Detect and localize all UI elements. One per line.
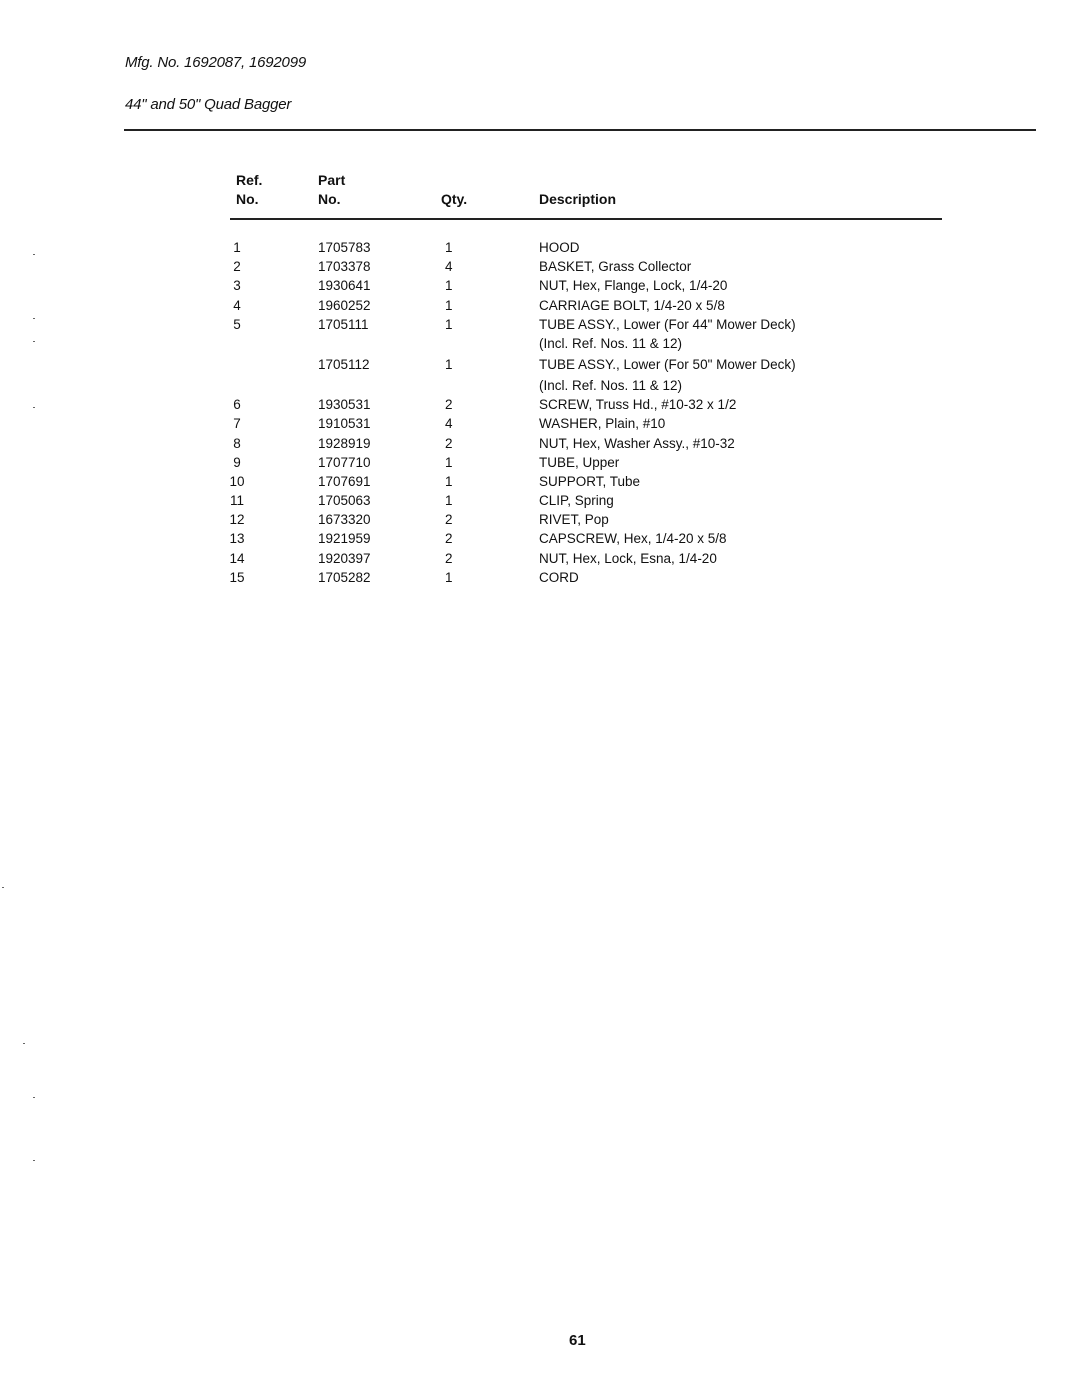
description-cell: TUBE ASSY., Lower (For 44" Mower Deck): [539, 316, 796, 332]
description-cell: WASHER, Plain, #10: [539, 416, 666, 432]
table-row: [0, 453, 1080, 472]
table-row: [0, 529, 1080, 548]
description-cell: BASKET, Grass Collector: [539, 259, 692, 275]
qty-cell: 1: [445, 297, 453, 313]
ref-cell: 14: [229, 550, 245, 566]
description-cell: CLIP, Spring: [539, 493, 614, 509]
part-number-cell: 1920397: [318, 550, 371, 566]
col-header-qty: Qty.: [441, 191, 468, 207]
qty-cell: 2: [445, 512, 453, 528]
qty-cell: 1: [445, 454, 453, 470]
ref-cell: 1: [233, 240, 241, 255]
description-cell: NUT, Hex, Flange, Lock, 1/4-20: [539, 278, 728, 294]
qty-cell: 1: [445, 493, 453, 509]
part-number-cell: 1960252: [318, 297, 371, 313]
qty-cell: 1: [445, 569, 453, 585]
ref-cell: 5: [233, 316, 241, 332]
ref-cell: 10: [229, 473, 245, 489]
qty-cell: 1: [445, 316, 453, 332]
part-number-cell: 1930531: [318, 397, 371, 413]
parts-list: [0, 238, 1080, 587]
description-cell: CAPSCREW, Hex, 1/4-20 x 5/8: [539, 531, 727, 547]
description-cell: CORD: [539, 569, 579, 585]
description-cell: TUBE, Upper: [539, 454, 620, 470]
table-row: [0, 472, 1080, 491]
part-number-cell: 1910531: [318, 416, 371, 432]
scan-speck: [2, 887, 4, 888]
table-row: [0, 510, 1080, 529]
ref-cell: 6: [233, 397, 241, 413]
part-number-cell: 1921959: [318, 531, 371, 547]
qty-cell: 4: [445, 259, 453, 275]
description-cell: SUPPORT, Tube: [539, 473, 641, 489]
table-row: [0, 491, 1080, 510]
table-row: [0, 549, 1080, 568]
scan-speck: [33, 1160, 35, 1161]
part-number-cell: 1705783: [318, 240, 371, 255]
part-number-cell: 1705111: [318, 316, 369, 332]
table-row-note: [0, 334, 1080, 355]
table-row: [0, 257, 1080, 276]
qty-cell: 2: [445, 435, 453, 451]
ref-cell: 15: [229, 569, 245, 585]
part-number-cell: 1673320: [318, 512, 371, 528]
col-header-part: [318, 171, 345, 209]
qty-cell: 2: [445, 397, 453, 413]
part-number-cell: 1705063: [318, 493, 371, 509]
ref-cell: 4: [233, 297, 241, 313]
qty-cell: 2: [445, 531, 453, 547]
part-number-cell: 1707691: [318, 473, 371, 489]
description-cell: NUT, Hex, Lock, Esna, 1/4-20: [539, 550, 717, 566]
mfg-number: Mfg. No. 1692087, 1692099: [125, 54, 306, 71]
qty-cell: 4: [445, 416, 453, 432]
table-row: [0, 395, 1080, 414]
page-number: 61: [569, 1332, 586, 1349]
header-divider: [124, 129, 1036, 131]
ref-cell: 11: [229, 493, 244, 509]
ref-cell: 2: [233, 259, 241, 275]
description-cell: SCREW, Truss Hd., #10-32 x 1/2: [539, 397, 737, 413]
col-header-ref-line2: No.: [236, 191, 259, 207]
part-number-cell: 1930641: [318, 278, 371, 294]
col-header-part-line1: Part: [318, 172, 346, 188]
description-cell: CARRIAGE BOLT, 1/4-20 x 5/8: [539, 297, 725, 313]
part-number-cell: 1705282: [318, 569, 371, 585]
col-header-ref: [236, 171, 262, 209]
scan-speck: [23, 1043, 25, 1044]
table-row: [0, 315, 1080, 334]
scan-speck: [33, 341, 35, 342]
ref-cell: 9: [233, 454, 241, 470]
part-number-cell: 1703378: [318, 259, 371, 275]
ref-cell: 7: [233, 416, 241, 432]
document-subtitle: 44" and 50" Quad Bagger: [125, 96, 292, 113]
table-row: [0, 414, 1080, 433]
qty-cell: 2: [445, 550, 453, 566]
ref-cell: 12: [229, 512, 245, 528]
scan-speck: [33, 1097, 35, 1098]
qty-cell: 1: [445, 240, 453, 255]
part-number-cell: 1707710: [318, 454, 371, 470]
ref-cell: 3: [233, 278, 241, 294]
scan-speck: [33, 254, 35, 255]
table-row: [0, 568, 1080, 587]
scan-speck: [33, 407, 35, 408]
col-header-description: Description: [539, 191, 617, 207]
description-cell: NUT, Hex, Washer Assy., #10-32: [539, 435, 735, 451]
qty-cell: 1: [445, 278, 453, 294]
qty-cell: 1: [445, 473, 453, 489]
table-row: [0, 434, 1080, 453]
col-header-part-line2: No.: [318, 191, 341, 207]
description-cell: (Incl. Ref. Nos. 11 & 12): [539, 377, 683, 393]
description-cell: (Incl. Ref. Nos. 11 & 12): [539, 335, 683, 351]
qty-cell: 1: [445, 356, 453, 372]
ref-cell: 8: [233, 435, 241, 451]
table-row: [0, 296, 1080, 315]
description-cell: HOOD: [539, 240, 580, 255]
table-row: [0, 238, 1080, 257]
table-row: [0, 355, 1080, 376]
col-header-ref-line1: Ref.: [236, 172, 263, 188]
part-number-cell: 1928919: [318, 435, 371, 451]
description-cell: RIVET, Pop: [539, 512, 609, 528]
part-number-cell: 1705112: [318, 356, 370, 372]
table-row: [0, 276, 1080, 295]
description-cell: TUBE ASSY., Lower (For 50" Mower Deck): [539, 356, 796, 372]
table-header-divider: [230, 218, 942, 220]
ref-cell: 13: [229, 531, 245, 547]
scan-speck: [33, 318, 35, 319]
table-row-note: [0, 376, 1080, 395]
